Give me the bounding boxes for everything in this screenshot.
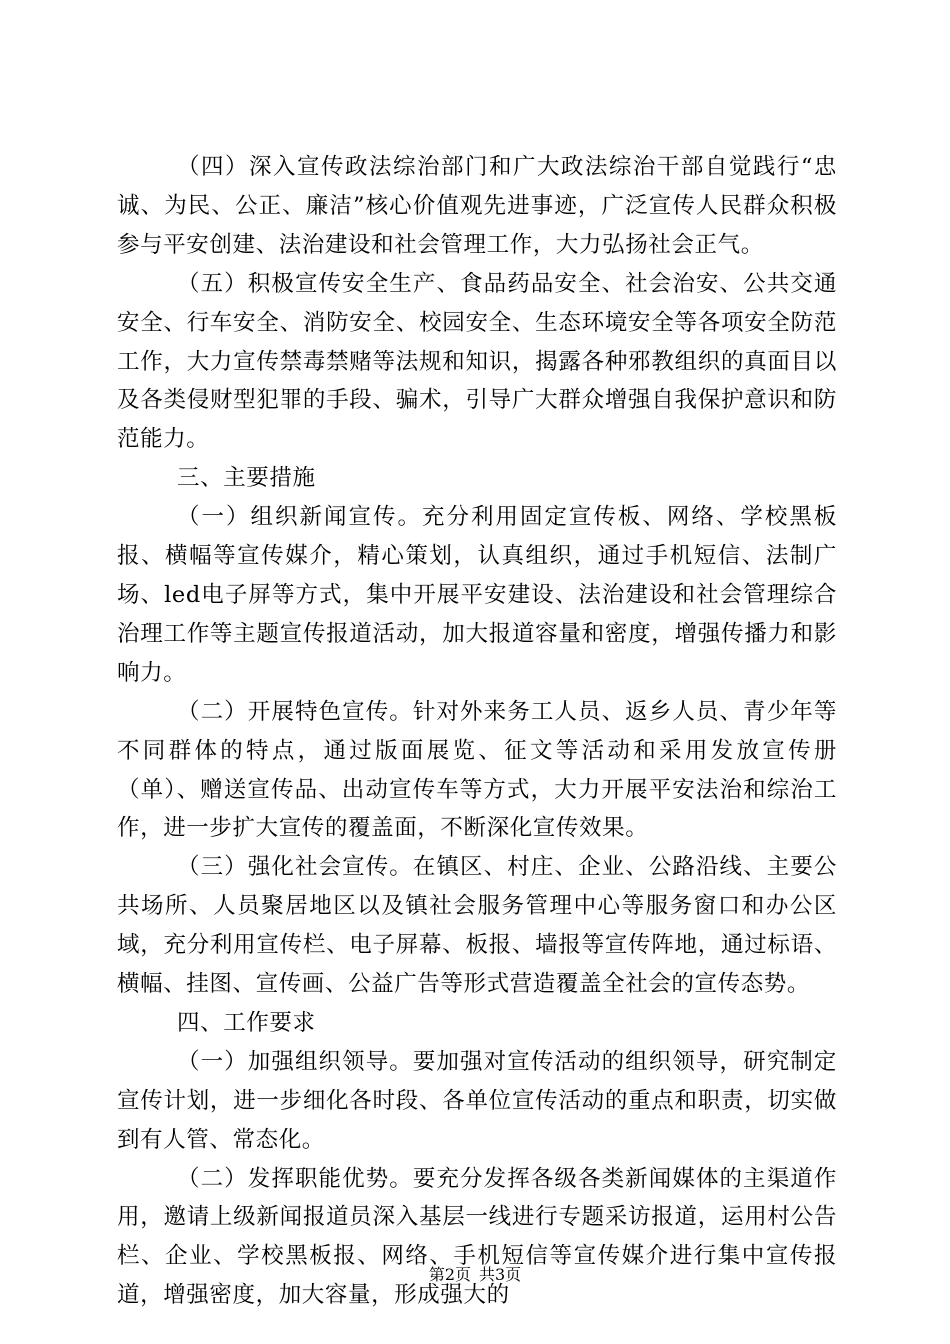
document-body bbox=[117, 148, 837, 1315]
section-heading-main-measures: 三、主要措施 bbox=[177, 465, 316, 492]
paragraph-functional-advantages: （二）发挥职能优势。要充分发挥各级各类新闻媒体的主渠道作用，邀请上级新闻报道员深入基层一线进行专题采访报道，运用村公告栏、企业、学校黑板报、网络、手机短信等宣传媒介进行集中宣传报道，增强密度，加大容量，形成强大的 bbox=[117, 1165, 837, 1309]
page-number-current: 第2页 bbox=[428, 1265, 471, 1284]
section-heading-work-requirements: 四、工作要求 bbox=[177, 1009, 316, 1036]
paragraph-social-publicity: （三）强化社会宣传。在镇区、村庄、企业、公路沿线、主要公共场所、人员聚居地区以及镇社会服务管理中心等服务窗口和办公区域，充分利用宣传栏、电子屏幕、板报、墙报等宣传阵地，通过标语、横幅、挂图、宣传画、公益广告等形式营造覆盖全社会的宣传态势。 bbox=[117, 854, 837, 998]
page-number-total: 共3页 bbox=[479, 1265, 522, 1284]
paragraph-publicize-safety: （五）积极宣传安全生产、食品药品安全、社会治安、公共交通安全、行车安全、消防安全、校园安全、生态环境安全等各项安全防范工作，大力宣传禁毒禁赌等法规和知识，揭露各种邪教组织的真面目以及各类侵财型犯罪的手段、骗术，引导广大群众增强自我保护意识和防范能力。 bbox=[117, 270, 837, 453]
paragraph-news-publicity: （一）组织新闻宣传。充分利用固定宣传板、网络、学校黑板报、横幅等宣传媒介，精心策划，认真组织，通过手机短信、法制广场、led电子屏等方式，集中开展平安建设、法治建设和社会管理综合治理工作等主题宣传报道活动，加大报道容量和密度，增强传播力和影响力。 bbox=[117, 504, 837, 686]
paragraph-publicize-models: （四）深入宣传政法综治部门和广大政法综治干部自觉践行“忠诚、为民、公正、廉洁”核心价值观先进事迹，广泛宣传人民群众积极参与平安创建、法治建设和社会管理工作，大力弘扬社会正气。 bbox=[117, 154, 837, 258]
paragraph-organization-leadership: （一）加强组织领导。要加强对宣传活动的组织领导，研究制定宣传计划，进一步细化各时段、各单位宣传活动的重点和职责，切实做到有人管、常态化。 bbox=[117, 1048, 837, 1153]
page-footer bbox=[0, 1265, 950, 1285]
paragraph-special-publicity: （二）开展特色宣传。针对外来务工人员、返乡人员、青少年等不同群体的特点，通过版面展览、征文等活动和采用发放宣传册（单）、赠送宣传品、出动宣传车等方式，大力开展平安法治和综治工作，进一步扩大宣传的覆盖面，不断深化宣传效果。 bbox=[117, 698, 837, 842]
